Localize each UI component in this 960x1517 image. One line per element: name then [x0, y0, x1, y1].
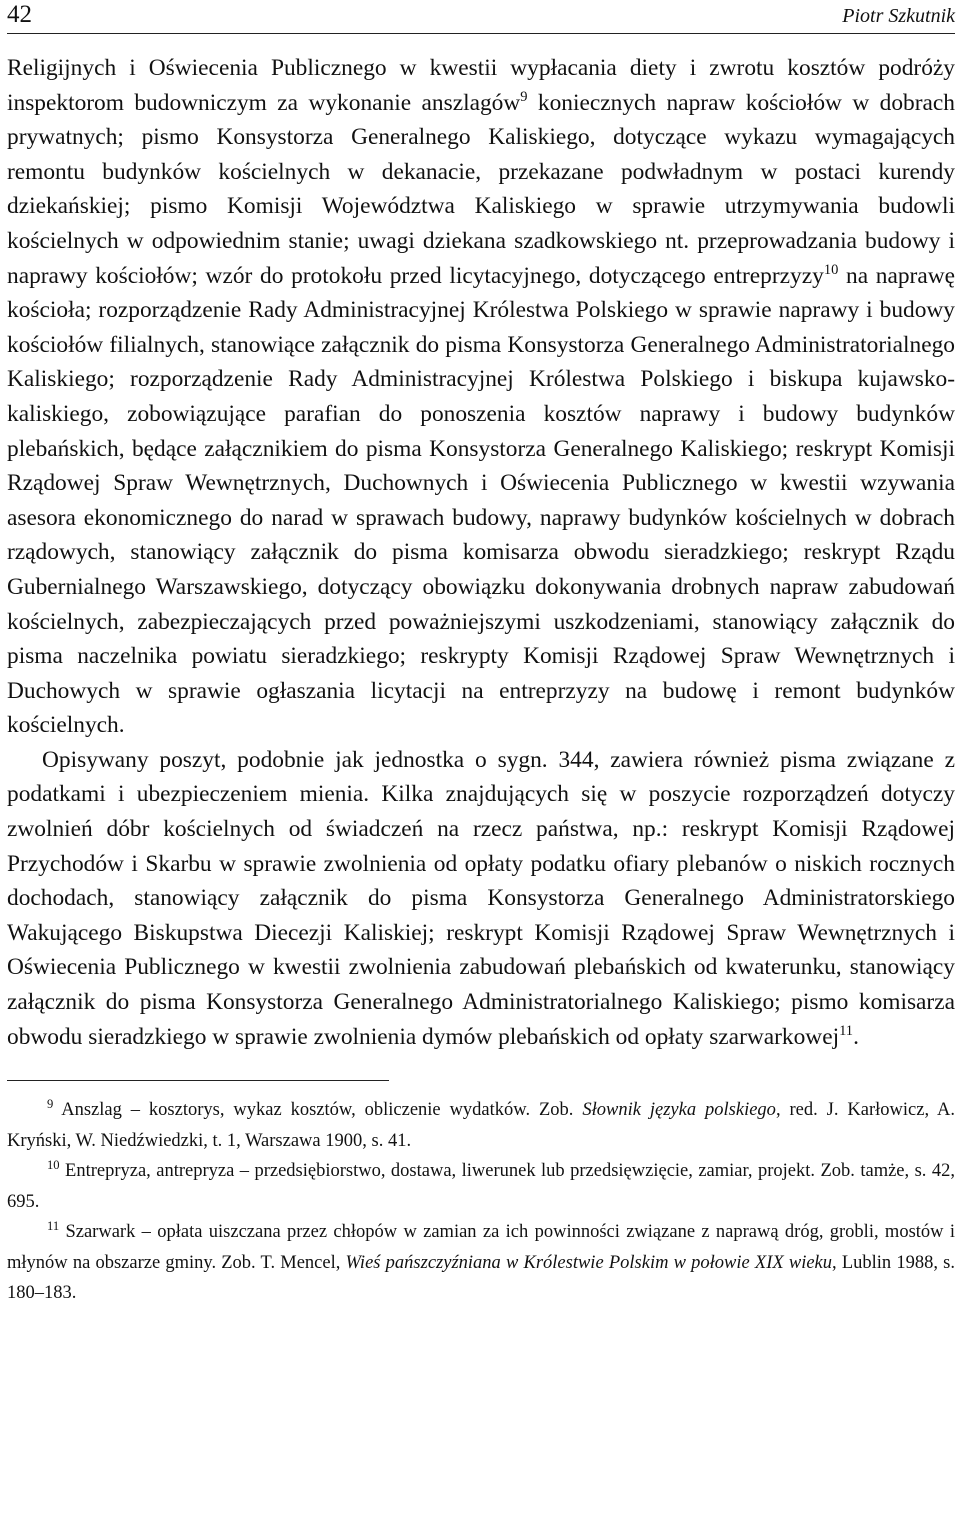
paragraph-2: [7, 743, 955, 1054]
footnote-9: [7, 1095, 955, 1156]
footnote-10-text: Entrepryza, antrepryza – przedsiębiorstwo, dostawa, liwerunek lub przedsięwzięcie, zamiar, projekt. Zob. tamże, s. 42, 695.: [7, 1161, 955, 1212]
paragraph-1-text-b: koniecznych napraw kościołów w dobrach prywatnych; pismo Konsystorza Generalnego Kaliskiego, dotyczące wykazu wymagających remontu budynków kościelnych w dekanacie, przekazane podwładnym w postaci kurendy dziekańskiej; pismo Komisji Województwa Kaliskiego w sprawie utrzymywania budowli kościelnych w odpowiednim stanie; uwagi dziekana szadkowskiego nt. przeprowadzania budowy i naprawy kościołów; wzór do protokołu przed licytacyjnego, dotyczącego entreprzyzy: [7, 89, 955, 289]
body-text: [7, 51, 955, 1054]
paragraph-2-text-a: Opisywany poszyt, podobnie jak jednostka o sygn. 344, zawiera również pisma związane z podatkami i ubezpieczeniem mienia. Kilka znajdujących się w poszycie rozporządzeń dotyczy zwolnień dóbr kościelnych od świadczeń na rzecz państwa, np.: reskrypt Komisji Rządowej Przychodów i Skarbu w sprawie zwolnienia od opłaty podatku ofiary plebanów o niskich rocznych dochodach, stanowiący załącznik do pisma Konsystorza Generalnego Administratorskiego Wakującego Biskupstwa Diecezji Kaliskiej; reskrypt Komisji Rządowej Spraw Wewnętrznych i Oświecenia Publicznego w kwestii zwolnienia zabudowań plebańskich od kwaterunku, stanowiący załącznik do pisma Konsystorza Generalnego Administratorialnego Kaliskiego; pismo komisarza obwodu sieradzkiego w sprawie zwolnienia dymów plebańskich od opłaty szarwarkowej: [7, 746, 955, 1050]
footnotes: [7, 1095, 955, 1309]
footnote-11: [7, 1217, 955, 1309]
paragraph-1: [7, 51, 955, 743]
footnote-10: [7, 1156, 955, 1217]
running-head-author: Piotr Szkutnik: [842, 5, 955, 27]
footnote-ref-9: 9: [520, 88, 528, 105]
paragraph-1-text-a: Religijnych i Oświecenia Publicznego w kwestii wypłacania diety i zwrotu kosztów podróży inspektorom budowniczym za wykonanie anszlagów: [7, 55, 955, 116]
footnote-9-mark: 9: [47, 1097, 54, 1112]
footnote-ref-10: 10: [823, 261, 839, 278]
paragraph-2-text-b: .: [853, 1023, 859, 1050]
paragraph-1-text-c: na naprawę kościoła; rozporządzenie Rady Administracyjnej Królestwa Polskiego w sprawie naprawy i budowy kościołów filialnych, stanowiące załącznik do pisma Konsystorza Generalnego Administratorialnego Kaliskiego; rozporządzenie Rady Administracyjnej Królestwa Polskiego i biskupa kujawsko-kaliskiego, zobowiązujące parafian do ponoszenia kosztów naprawy i budowy budynków plebańskich, będące załącznikiem do pisma Konsystorza Generalnego Kaliskiego; reskrypt Komisji Rządowej Spraw Wewnętrznych, Duchownych i Oświecenia Publicznego w kwestii wzywania asesora ekonomicznego do narad w sprawach budowy, naprawy budynków kościelnych w dobrach rządowych, stanowiący załącznik do pisma komisarza obwodu sieradzkiego; reskrypt Rządu Gubernialnego Warszawskiego, dotyczący obowiązku dokonywania drobnych napraw zabudowań kościelnych, zabezpieczających przed poważniejszymi uszkodzeniami, stanowiący załącznik do pisma naczelnika powiatu sieradzkiego; reskrypty Komisji Rządowej Spraw Wewnętrznych i Duchowych w sprawie ogłaszania licytacji na entreprzyzy na budowę i remont budynków kościelnych.: [7, 262, 955, 739]
footnote-9-text-b: , red. J. Karłowicz, A. Kryński, W. Niedźwiedzki, t. 1, Warszawa 1900, s. 41.: [7, 1100, 955, 1151]
footnote-ref-11: 11: [839, 1022, 854, 1039]
document-page: [7, 0, 955, 1309]
footnote-9-title: Słownik języka polskiego: [582, 1100, 776, 1121]
page-header: [7, 0, 955, 34]
page-number: 42: [7, 1, 32, 28]
footnote-11-text-a: Szarwark – opłata uiszczana przez chłopów w zamian za ich powinności związane z naprawą dróg, grobli, mostów i młynów na obszarze gminy. Zob. T. Mencel,: [7, 1222, 955, 1273]
footnote-10-mark: 10: [47, 1158, 60, 1173]
footnote-divider: [7, 1080, 389, 1081]
footnote-9-text-a: Anszlag – kosztorys, wykaz kosztów, obliczenie wydatków. Zob.: [53, 1100, 583, 1121]
footnote-11-title: Wieś pańszczyźniana w Królestwie Polskim w połowie XIX wieku: [345, 1252, 833, 1273]
footnote-11-mark: 11: [47, 1219, 60, 1234]
footnote-11-text-b: , Lublin 1988, s. 180–183.: [7, 1252, 955, 1304]
